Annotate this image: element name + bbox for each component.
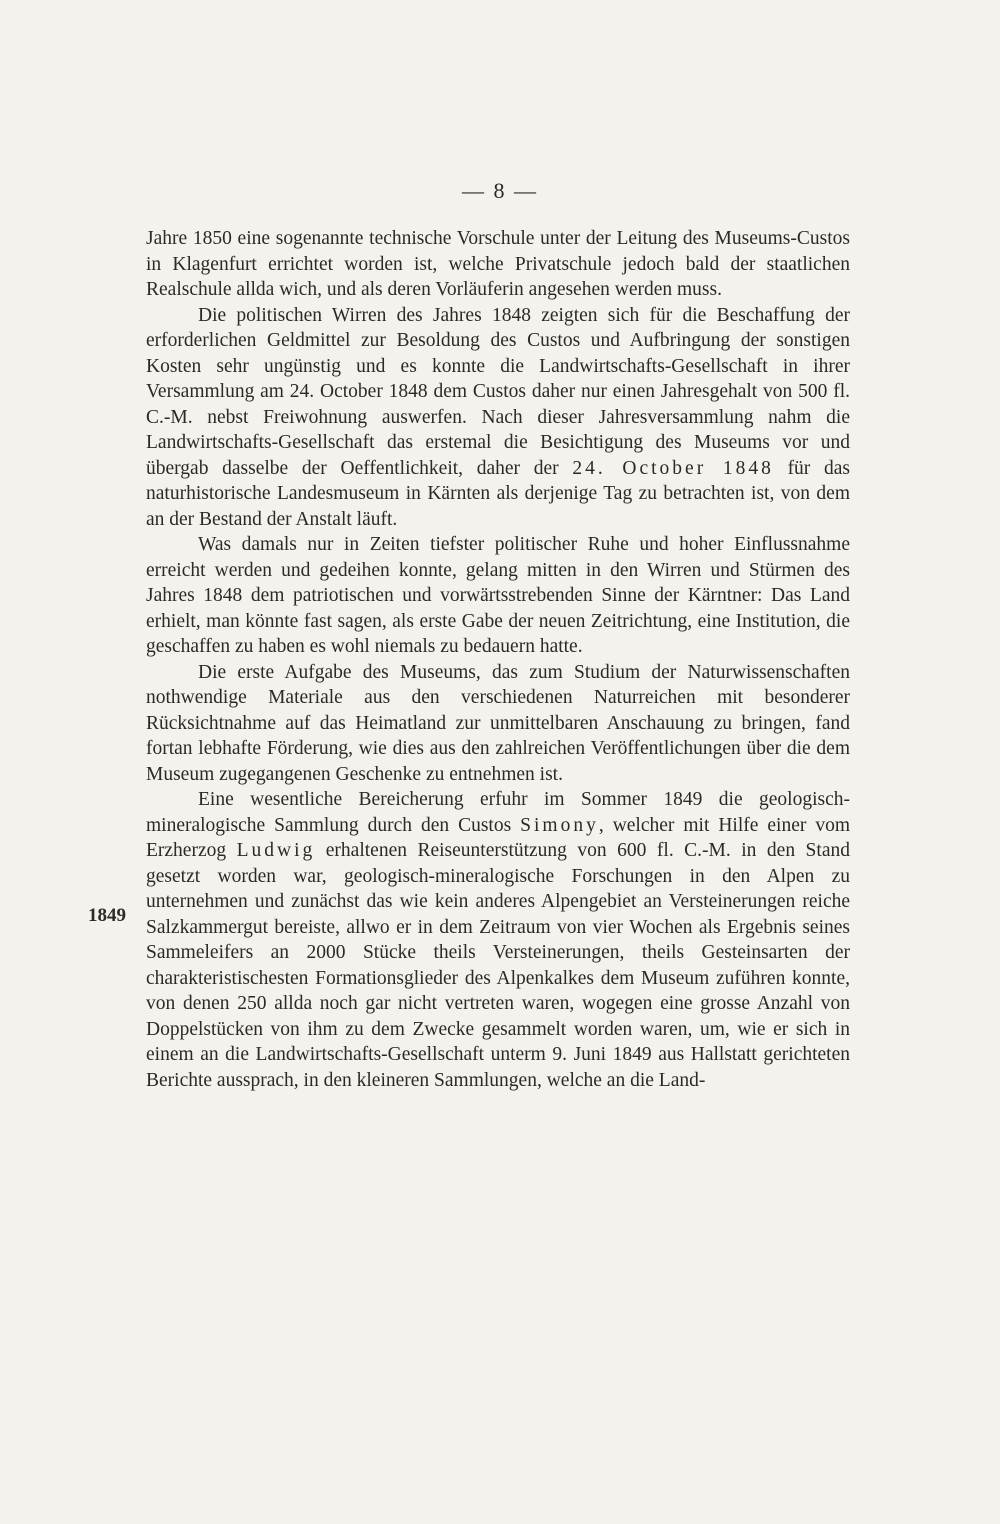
paragraph-text: , welcher mit Hilfe einer vom Erzherzog (146, 814, 850, 861)
paragraph-5 (146, 787, 850, 1093)
paragraph-text: Die politischen Wirren des Jahres 1848 zeigten sich für die Beschaffung der erforderlichen Geldmittel zur Besoldung des Custos und Aufbringung der sonstigen Kosten sehr ungünstig und es konnte die Landwirtschafts-Gesellschaft in ihrer Versammlung am 24. October 1848 dem Custos daher nur einen Jahresgehalt von 500 fl. C.-M. nebst Freiwohnung auswerfen. Nach dieser Jahresversammlung nahm die Landwirtschafts-Gesellschaft das erstemal die Besichtigung des Museums vor und übergab dasselbe der Oeffentlichkeit, daher der (146, 304, 850, 479)
emphasized-name-ludwig: Ludwig (236, 840, 316, 861)
body-text (146, 226, 850, 1093)
paragraph-text: Was damals nur in Zeiten tiefster politischer Ruhe und hoher Einflussnahme erreicht werden und gedeihen konnte, gelang mitten in den Wirren und Stürmen des Jahres 1848 dem patriotischen und vorwärtsstrebenden Sinne der Kärntner: Das Land erhielt, man könnte fast sagen, als erste Gabe der neuen Zeitrichtung, eine Institution, die geschaffen zu haben es wohl niemals zu bedauern hatte. (146, 534, 850, 657)
paragraph-text: erhaltenen Reiseunterstützung von 600 fl. C.-M. in den Stand gesetzt worden war, geologisch-mineralogische Forschungen in den Alpen zu unternehmen und zunächst das wie kein anderes Alpengebiet an Versteinerungen reiche Salzkammergut bereiste, allwo er in dem Zeitraum von vier Wochen als Ergebnis seines Sammeleifers an 2000 Stücke theils Versteinerungen, theils Gesteinsarten der charakteristischesten Formationsglieder des Alpenkalkes dem Museum zuführen konnte, von denen 250 allda noch gar nicht vertreten waren, wogegen eine grosse Anzahl von Doppelstücken von ihm zu dem Zwecke gesammelt worden waren, um, wie er sich in einem an die Landwirtschafts-Gesellschaft unterm 9. Juni 1849 aus Hallstatt gerichteten Berichte aussprach, in den kleineren Sammlungen, welche an die Land- (146, 840, 850, 1091)
paragraph-text: Eine wesentliche Bereicherung erfuhr im Sommer 1849 die geologisch-mineralogische Sammlung durch den Custos (146, 789, 850, 836)
paragraph-3 (146, 532, 850, 660)
paragraph-4 (146, 660, 850, 788)
emphasized-date: 24. October 1848 (572, 457, 774, 479)
paragraph-text: für das naturhistorische Landesmuseum in Kärnten als derjenige Tag zu betrachten ist, von dem an der Bestand der Anstalt läuft. (146, 457, 850, 530)
paragraph-2 (146, 303, 850, 533)
paragraph-text: Die erste Aufgabe des Museums, das zum Studium der Naturwissenschaften nothwendige Materiale aus den verschiedenen Naturreichen mit besonderer Rücksichtnahme auf das Heimatland zur unmittelbaren Anschauung zu bringen, fand fortan lebhafte Förderung, wie dies aus den zahlreichen Veröffentlichungen über die dem Museum zugegangenen Geschenke zu entnehmen ist. (146, 661, 850, 785)
paragraph-text: Jahre 1850 eine sogenannte technische Vorschule unter der Leitung des Museums-Custos in Klagenfurt errichtet worden ist, welche Privatschule jedoch bald der staatlichen Realschule allda wich, und als deren Vorläuferin angesehen werden muss. (146, 228, 850, 300)
margin-year-note: 1849 (88, 905, 126, 926)
paragraph-1 (146, 226, 850, 303)
emphasized-name-simony: Simony (520, 814, 599, 836)
page-number: — 8 — (462, 178, 538, 203)
